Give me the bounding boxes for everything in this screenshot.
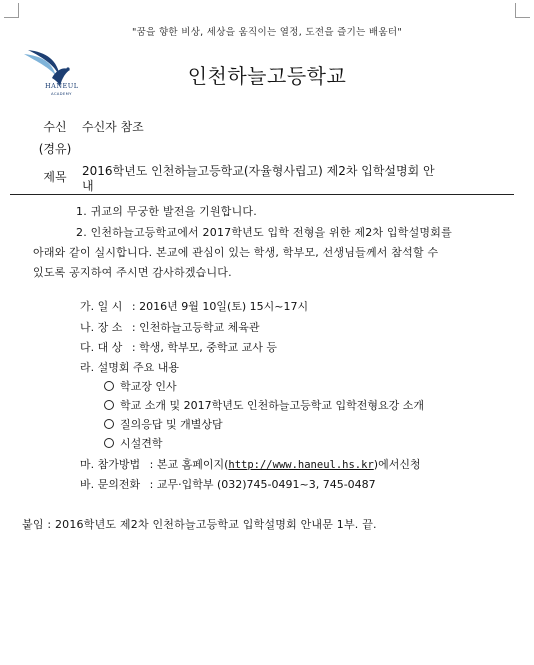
paragraph-1: 1. 귀교의 무궁한 발전을 기원합니다. bbox=[76, 205, 257, 218]
paragraph-2-line-2: 아래와 같이 실시합니다. 본교에 관심이 있는 학생, 학부모, 선생님들께서 참석할 수 bbox=[33, 246, 439, 259]
school-motto: "꿈을 향한 비상, 세상을 움직이는 열정, 도전을 즐기는 배움터" bbox=[132, 27, 402, 38]
detail-agenda-heading bbox=[80, 359, 179, 375]
detail-label: 다. 대 상 bbox=[80, 341, 123, 354]
subject-line-2: 내 bbox=[82, 179, 94, 193]
paragraph-2-line-1: 2. 인천하늘고등학교에서 2017학년도 입학 전형을 위한 제2차 입학설명회를 bbox=[76, 226, 452, 239]
subject-label: 제목 bbox=[43, 170, 67, 184]
circle-bullet-icon bbox=[104, 381, 114, 391]
detail-value: : 인천하늘고등학교 체육관 bbox=[131, 321, 260, 334]
subject-line-1: 2016학년도 인천하늘고등학교(자율형사립고) 제2차 입학설명회 안 bbox=[82, 164, 435, 178]
detail-audience bbox=[80, 339, 277, 355]
agenda-item: 학교장 인사 bbox=[104, 378, 177, 394]
detail-label: 나. 장 소 bbox=[80, 321, 123, 334]
detail-value: : 교무·입학부 (032)745-0491~3, 745-0487 bbox=[149, 478, 376, 491]
detail-date bbox=[80, 298, 308, 314]
paragraph-2-line-3: 있도록 공지하여 주시면 감사하겠습니다. bbox=[33, 266, 232, 279]
detail-label: 마. 참가방법 bbox=[80, 458, 141, 471]
agenda-item: 질의응답 및 개별상담 bbox=[104, 416, 223, 432]
agenda-item: 학교 소개 및 2017학년도 인천하늘고등학교 입학전형요강 소개 bbox=[104, 397, 424, 413]
page-corner-mark bbox=[4, 3, 19, 18]
page-corner-mark bbox=[515, 3, 530, 18]
logo-text: HANEUL bbox=[45, 82, 79, 90]
circle-bullet-icon bbox=[104, 400, 114, 410]
detail-value: : 2016년 9월 10일(토) 15시~17시 bbox=[131, 300, 309, 313]
school-name-title: 인천하늘고등학교 bbox=[187, 64, 347, 88]
detail-place bbox=[80, 319, 259, 335]
circle-bullet-icon bbox=[104, 419, 114, 429]
detail-label: 라. 설명회 주요 내용 bbox=[80, 361, 179, 374]
homepage-link[interactable]: http://www.haneul.hs.kr bbox=[228, 459, 374, 471]
circle-bullet-icon bbox=[104, 438, 114, 448]
recipient-label: 수신 bbox=[43, 120, 67, 134]
agenda-item: 시설견학 bbox=[104, 435, 163, 451]
detail-value: : 학생, 학부모, 중학교 교사 등 bbox=[131, 341, 277, 354]
detail-contact bbox=[80, 476, 376, 492]
detail-label: 가. 일 시 bbox=[80, 300, 123, 313]
detail-label: 바. 문의전화 bbox=[80, 478, 141, 491]
via-label: (경유) bbox=[38, 142, 72, 156]
detail-apply: 마. 참가방법 : 본교 홈페이지(http://www.haneul.hs.kr)에서신청 bbox=[80, 458, 421, 471]
logo-subtext: ACADEMY bbox=[51, 91, 72, 96]
recipient-value: 수신자 참조 bbox=[82, 120, 144, 134]
header-divider bbox=[10, 194, 514, 195]
attachment-note: 붙임 : 2016학년도 제2차 인천하늘고등학교 입학설명회 안내문 1부. 끝. bbox=[22, 518, 377, 531]
